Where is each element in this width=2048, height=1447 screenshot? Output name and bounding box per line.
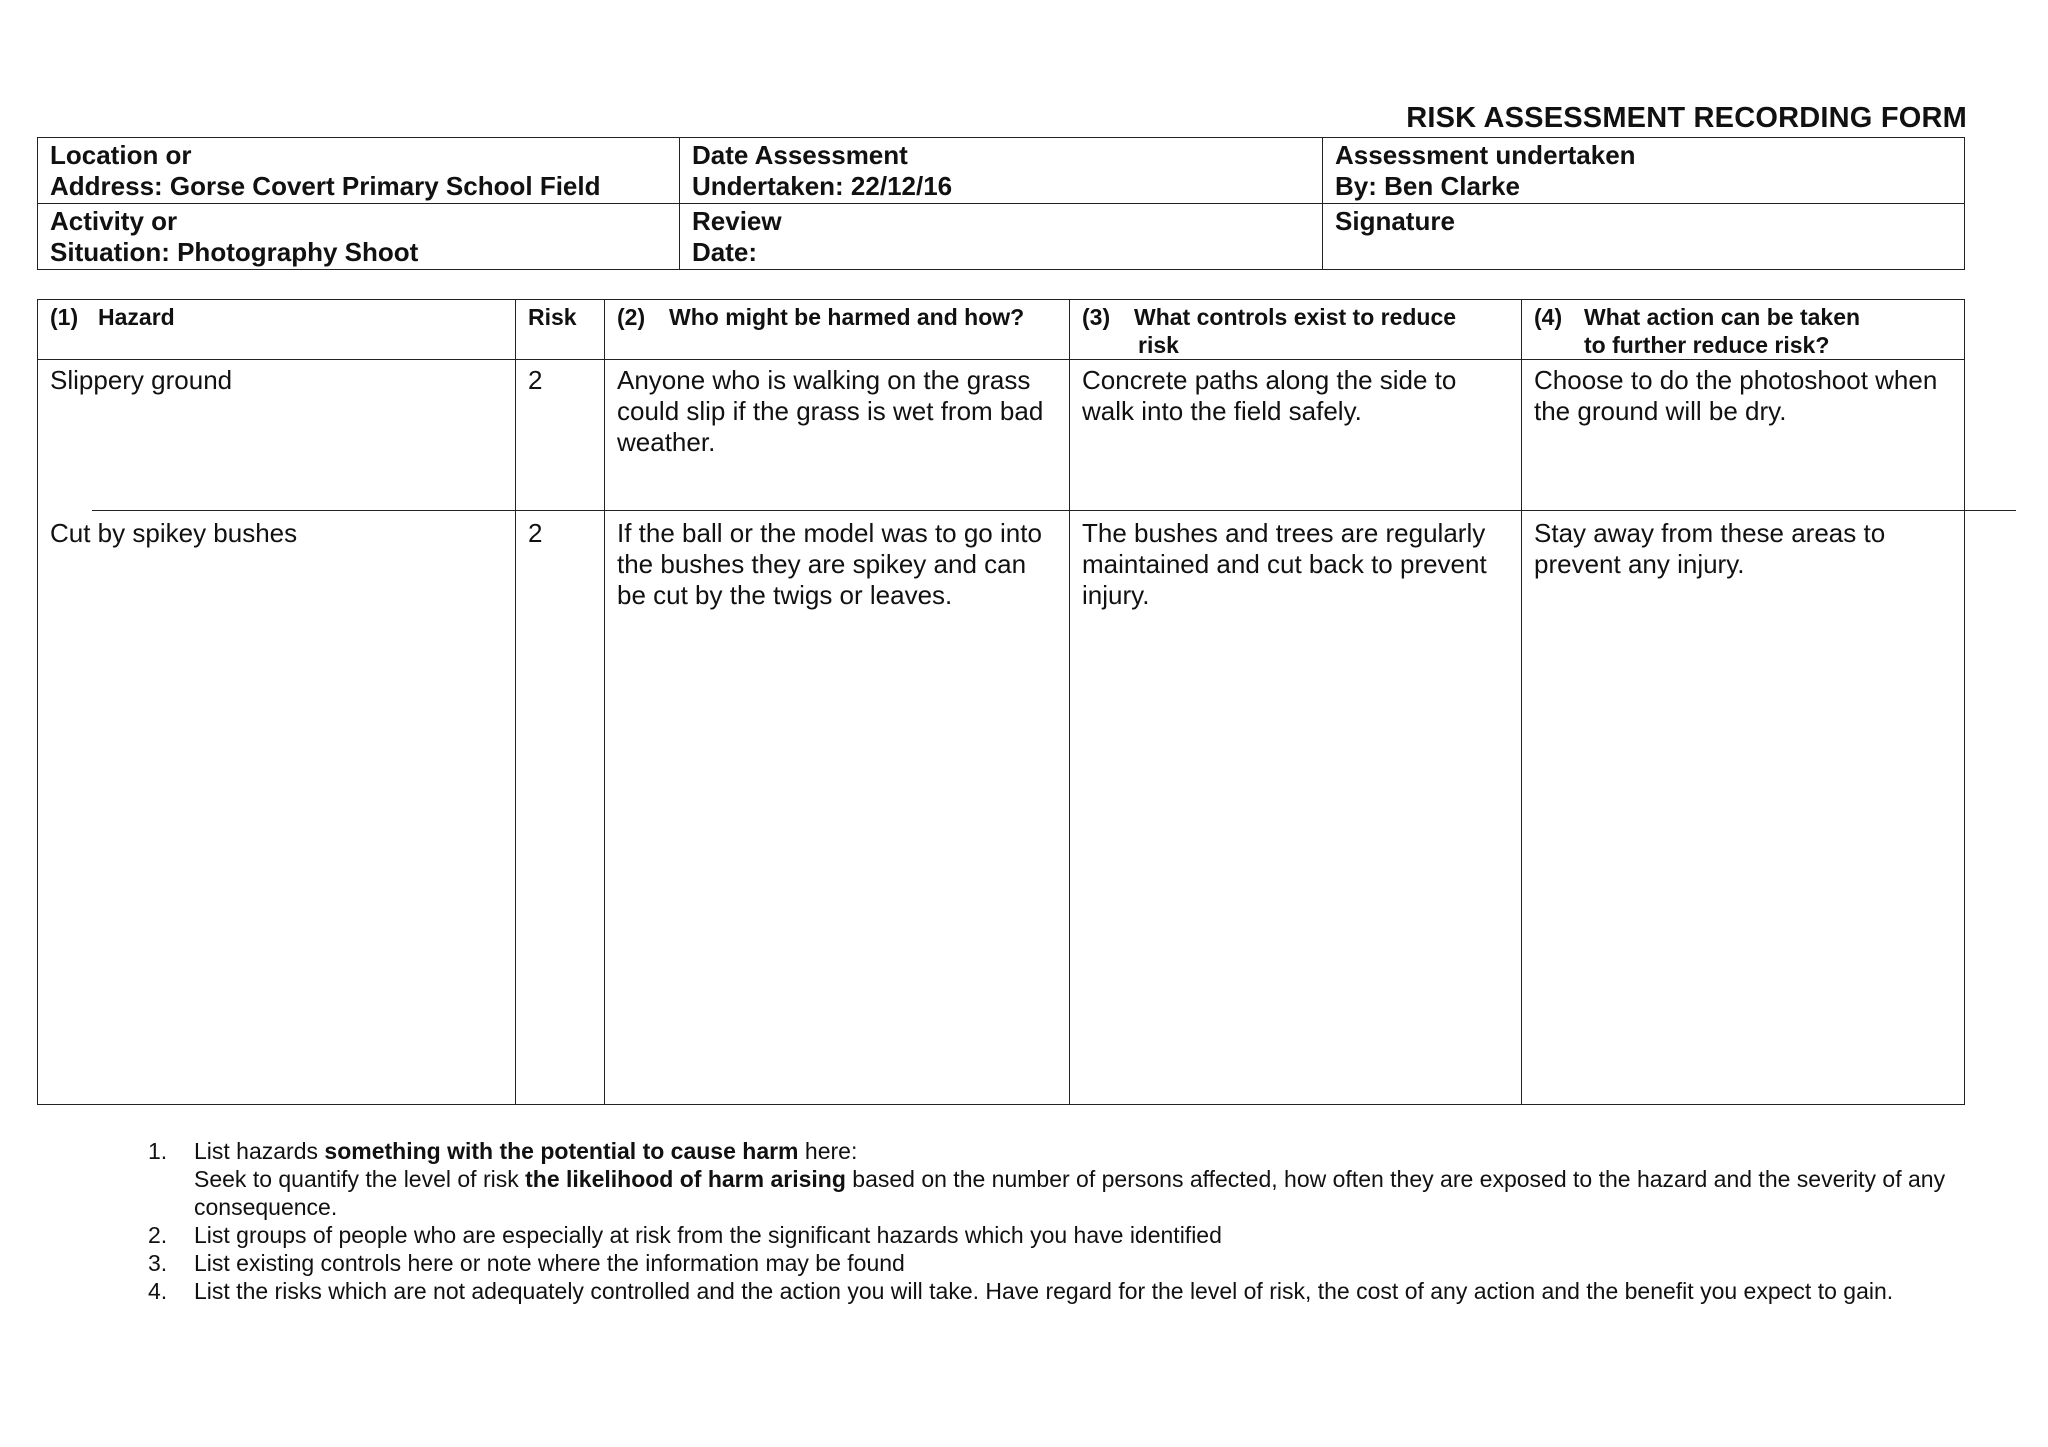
header-hazard-number: (1) <box>50 304 79 330</box>
note-item <box>148 1137 1968 1221</box>
assessor-value: By: Ben Clarke <box>1335 171 1520 201</box>
location-value: Address: Gorse Covert Primary School Field <box>50 171 601 201</box>
risk-cell: 2 <box>516 360 605 514</box>
note-text: based on the number of persons affected, how often they are exposed to the hazard and the severity of any consequence. <box>194 1166 1946 1220</box>
note-text: List existing controls here or note where the information may be found <box>194 1250 905 1276</box>
form-title: RISK ASSESSMENT RECORDING FORM <box>1406 102 1967 134</box>
signature-cell <box>1323 204 1965 270</box>
header-who <box>605 300 1070 360</box>
header-who-number: (2) <box>617 304 646 330</box>
date-assessment-cell <box>680 138 1323 204</box>
controls-cell: Concrete paths along the side to walk into the field safely. <box>1070 360 1522 514</box>
location-label: Location or <box>50 140 192 170</box>
table-row <box>38 513 1965 1105</box>
header-risk-label: Risk <box>528 304 577 330</box>
signature-label: Signature <box>1335 206 1455 236</box>
note-emphasis: the likelihood of harm arising <box>525 1166 846 1192</box>
activity-cell <box>38 204 680 270</box>
activity-value: Situation: Photography Shoot <box>50 237 419 267</box>
risk-cell: 2 <box>516 513 605 1105</box>
header-who-label: Who might be harmed and how? <box>669 304 1025 330</box>
note-number: 4. <box>148 1278 168 1304</box>
location-cell <box>38 138 680 204</box>
date-assessment-value: Undertaken: 22/12/16 <box>692 171 953 201</box>
review-date-cell <box>680 204 1323 270</box>
row-divider-line <box>92 510 2016 511</box>
date-assessment-label: Date Assessment <box>692 140 908 170</box>
controls-cell: The bushes and trees are regularly maintained and cut back to prevent injury. <box>1070 513 1522 1105</box>
header-risk <box>516 300 605 360</box>
note-text: List the risks which are not adequately controlled and the action you will take. Have regard for the level of risk, the cost of any action and the benefit you expect to gain. <box>194 1278 1894 1304</box>
header-controls-label: What controls exist to reduce <box>1134 304 1457 330</box>
header-action <box>1522 300 1965 360</box>
form-notes <box>148 1137 1968 1305</box>
assessment-info-table <box>37 137 1965 270</box>
note-item <box>148 1249 1968 1277</box>
action-cell: Stay away from these areas to prevent any injury. <box>1522 513 1965 1105</box>
note-text: here: <box>798 1138 858 1164</box>
assessor-cell <box>1323 138 1965 204</box>
hazard-cell: Slippery ground <box>38 360 516 514</box>
assessor-label: Assessment undertaken <box>1335 140 1636 170</box>
header-action-label: What action can be taken <box>1584 304 1861 330</box>
header-action-label-cont: to further reduce risk? <box>1584 332 1830 358</box>
header-action-number: (4) <box>1534 304 1563 330</box>
note-text: Seek to quantify the level of risk <box>194 1166 526 1192</box>
header-hazard-label: Hazard <box>98 304 175 330</box>
note-number: 3. <box>148 1250 168 1276</box>
header-controls-number: (3) <box>1082 304 1111 330</box>
review-date-label: Date: <box>692 237 758 267</box>
hazard-table-header <box>38 300 1965 360</box>
note-emphasis: something with the potential to cause harm <box>324 1138 799 1164</box>
header-hazard <box>38 300 516 360</box>
note-number: 2. <box>148 1222 168 1248</box>
note-item <box>148 1221 1968 1249</box>
review-label: Review <box>692 206 782 236</box>
note-item <box>148 1277 1968 1305</box>
activity-label: Activity or <box>50 206 178 236</box>
action-cell: Choose to do the photoshoot when the ground will be dry. <box>1522 360 1965 514</box>
who-cell: If the ball or the model was to go into the bushes they are spikey and can be cut by the twigs or leaves. <box>605 513 1070 1105</box>
table-row <box>38 360 1965 514</box>
header-controls-label-cont: risk <box>1138 332 1179 358</box>
hazard-table <box>37 299 1965 1105</box>
header-controls <box>1070 300 1522 360</box>
note-text: List hazards <box>194 1138 325 1164</box>
who-cell: Anyone who is walking on the grass could slip if the grass is wet from bad weather. <box>605 360 1070 514</box>
note-text: List groups of people who are especially at risk from the significant hazards which you have identified <box>194 1222 1222 1248</box>
hazard-cell: Cut by spikey bushes <box>38 513 516 1105</box>
note-number: 1. <box>148 1138 168 1164</box>
